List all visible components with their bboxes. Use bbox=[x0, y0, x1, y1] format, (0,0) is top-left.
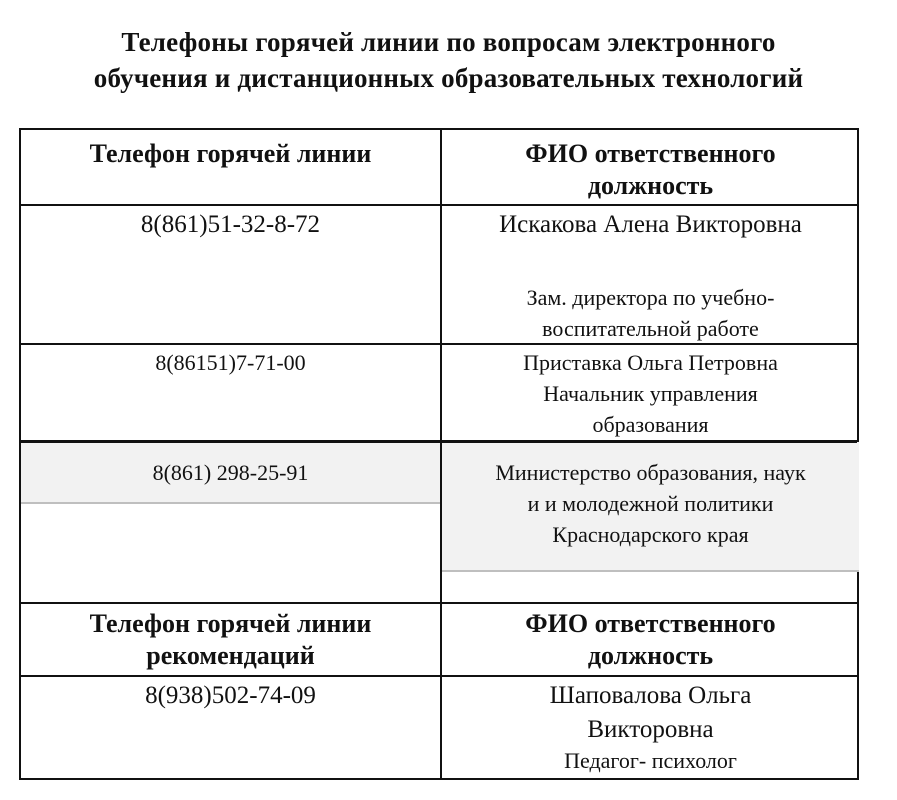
row-divider bbox=[21, 204, 857, 206]
title-line-2: обучения и дистанционных образовательных технологий bbox=[93, 63, 804, 93]
row-1-position bbox=[442, 282, 859, 344]
row-2-person bbox=[442, 347, 859, 440]
header-position-label: должность bbox=[587, 641, 714, 670]
hotline-table bbox=[19, 128, 859, 780]
row-3-org bbox=[442, 457, 859, 550]
person-name-line-1: Шаповалова Ольга bbox=[549, 682, 752, 709]
row-4-phone bbox=[21, 679, 440, 713]
phone-number: 8(861) 298-25-91 bbox=[152, 460, 309, 485]
title-line-1: Телефоны горячей линии по вопросам электронного bbox=[121, 27, 776, 57]
header-phone bbox=[21, 138, 440, 170]
document-title bbox=[0, 24, 897, 96]
position-line-1: Начальник управления bbox=[543, 381, 758, 406]
person-name: Приставка Ольга Петровна bbox=[523, 350, 778, 375]
phone-number: 8(86151)7-71-00 bbox=[155, 350, 306, 375]
header-position-label: должность bbox=[587, 171, 714, 200]
phone-number: 8(861)51-32-8-72 bbox=[140, 211, 321, 238]
header-phone-label: Телефон горячей линии bbox=[89, 139, 372, 168]
row-1-person bbox=[442, 208, 859, 242]
row-divider bbox=[21, 440, 857, 443]
position: Педагог- психолог bbox=[564, 748, 737, 773]
person-name-line-2: Викторовна bbox=[587, 716, 714, 743]
row-3-phone bbox=[21, 457, 440, 488]
header-person bbox=[442, 138, 859, 202]
position-line-2: воспитательной работе bbox=[542, 316, 759, 341]
row-divider bbox=[21, 602, 857, 604]
header-person-2 bbox=[442, 608, 859, 672]
org-line-2: и и молодежной политики bbox=[527, 491, 774, 516]
row-2-phone bbox=[21, 347, 440, 378]
row-1-phone bbox=[21, 208, 440, 242]
header-phone-sublabel: рекомендаций bbox=[146, 641, 315, 670]
row-4-person bbox=[442, 679, 859, 775]
header-person-label: ФИО ответственного bbox=[525, 139, 776, 168]
person-name: Искакова Алена Викторовна bbox=[499, 211, 802, 238]
org-line-3: Краснодарского края bbox=[552, 522, 749, 547]
row-divider bbox=[21, 675, 857, 677]
header-phone-recommendations bbox=[21, 608, 440, 672]
header-phone-label: Телефон горячей линии bbox=[89, 609, 372, 638]
header-person-label: ФИО ответственного bbox=[525, 609, 776, 638]
phone-number: 8(938)502-74-09 bbox=[145, 682, 316, 709]
position-line-2: образования bbox=[592, 412, 709, 437]
org-line-1: Министерство образования, наук bbox=[495, 460, 806, 485]
position-line-1: Зам. директора по учебно- bbox=[526, 285, 775, 310]
